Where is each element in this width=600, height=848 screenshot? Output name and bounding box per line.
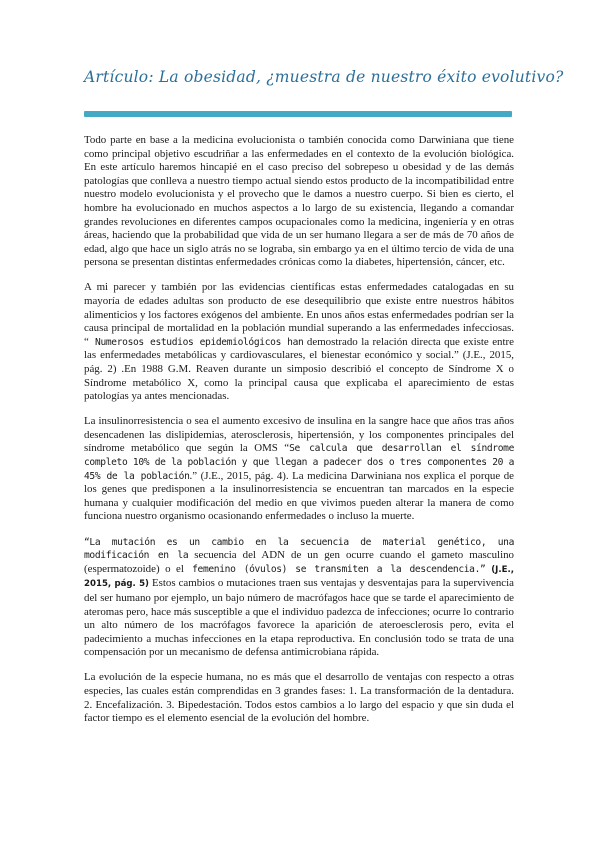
paragraph-4-citation: (J.E., 2015, pág. 5) xyxy=(84,564,515,590)
paragraph-2-text-a: A mi parecer y también por las evidencias científicas estas enfermedades catalogadas en su mayoría de edades adultas son producto de ese desequilibrio que existe entre nuestros hábitos alimenticios y los factores exógenos del ambiente. En unos años estas enfermedades podrían ser la causa principal de mortalidad en la población mundial superando a las enfermedades infecciosas. “ xyxy=(84,281,514,348)
paragraph-4 xyxy=(84,536,514,660)
paragraph-1: Todo parte en base a la medicina evolucionista o también conocida como Darwiniana que tiene como principal objetivo escudriñar a las enfermedades en el contexto de la evolución biológica. En este artículo haremos hincapié en el caso preciso del sobrepeso u obesidad y de las demás patologías que conlleva a nuestro tiempo actual siendo estos producto de la incompatibilidad entre nuestro modelo evolucionista y el provecho que le damos a nuestro cuerpo. Si bien es cierto, el hombre ha evolucionado en muchos aspectos a lo largo de su existencia, llegando a comandar grandes revoluciones en diferentes campos ocupacionales como la medicina, ingeniería y en otras áreas, haciendo que la probabilidad que vida de un ser humano llegara a ser de más de 70 años de edad, algo que hace un siglo atrás no se lograba, sin embargo ya en el último tercio de vida de una persona se presentan distintas enfermedades crónicas como la diabetes, hipertensión, cáncer, etc. xyxy=(84,134,514,269)
paragraph-4-quote-1: “La mutación es un cambio en la secuencia de material genético, una modificación en la xyxy=(84,536,514,562)
paragraph-2-quote: Numerosos estudios epidemiológicos han xyxy=(88,336,304,348)
title-divider xyxy=(84,111,512,117)
paragraph-2 xyxy=(84,281,514,403)
paragraph-3-text-a: La insulinorresistencia o sea el aumento excesivo de insulina en la sangre hace que años tras años desencadenen las dislipidemias, aterosclerosis, hipertensión, y los componentes principales del síndrome metabólico que según la OMS “ xyxy=(84,415,514,455)
paragraph-5: La evolución de la especie humana, no es más que el desarrollo de ventajas con respecto a otras especies, las cuales están comprendidas en 3 grandes fases: 1. La transformación de la dentadura. 2. Encefalización. 3. Bipedestación. Todos estos cambios a lo largo del espacio y que sin duda el factor tiempo es el elemento esencial de la evolución del hombre. xyxy=(84,671,514,725)
paragraph-2-text-b: demostrado la relación directa que existe entre las enfermedades metabólicas y cardiovasculares, el bienestar económico y social.” (J.E., 2015, pág. 2) .En 1988 G.M. Reaven durante un simposio describió el concepto de Síndrome X o Síndrome metabólico X, como la principal causa que explicaba el aparecimiento de estas patologías ya antes mencionadas. xyxy=(84,335,514,403)
article-title: Artículo: La obesidad, ¿muestra de nuestro éxito evolutivo? xyxy=(84,68,564,86)
paragraph-3-quote: Se calcula que desarrollan el síndrome completo 10% de la población y que llegan a padecer dos o tres componentes 20 a 45% de la población xyxy=(84,443,515,482)
paragraph-4-quote-2: femenino (óvulos) se transmiten a la descendencia.” xyxy=(183,563,486,575)
paragraph-4-text-b: Estos cambios o mutaciones traen sus ventajas y desventajas para la supervivencia del ser humano por ejemplo, un bajo número de macrófagos hace que se tarde el aparecimiento de ateromas pero, hace más susceptible a que el individuo padezca de infecciones; ocurre lo contrario un alto número de los macrófagos favorece la aparición de ateroesclerosis pero, evita el padecimiento a muchas infecciones en la etapa reproductiva. En conclusión todo se trata de una compensación por un mecanismo de defensa antimicrobiana rápida. xyxy=(84,577,514,659)
article-body xyxy=(84,134,514,737)
paragraph-4-text-a: secuencia del ADN de un gen ocurre cuando el gameto masculino (espermatozoide) o el xyxy=(84,549,515,575)
paragraph-3 xyxy=(84,415,514,524)
paragraph-3-text-b: .” (J.E., 2015, pág. 4). La medicina Darwiniana nos explica el porque de los genes que predisponen a la insulinorresistencia se encuentran tan marcados en la especie humana y cualquier modificación del medio en que vivimos pueden alterar la manera de como funciona nuestro organismo ocasionando enfermedades o incluso la muerte. xyxy=(84,469,514,523)
